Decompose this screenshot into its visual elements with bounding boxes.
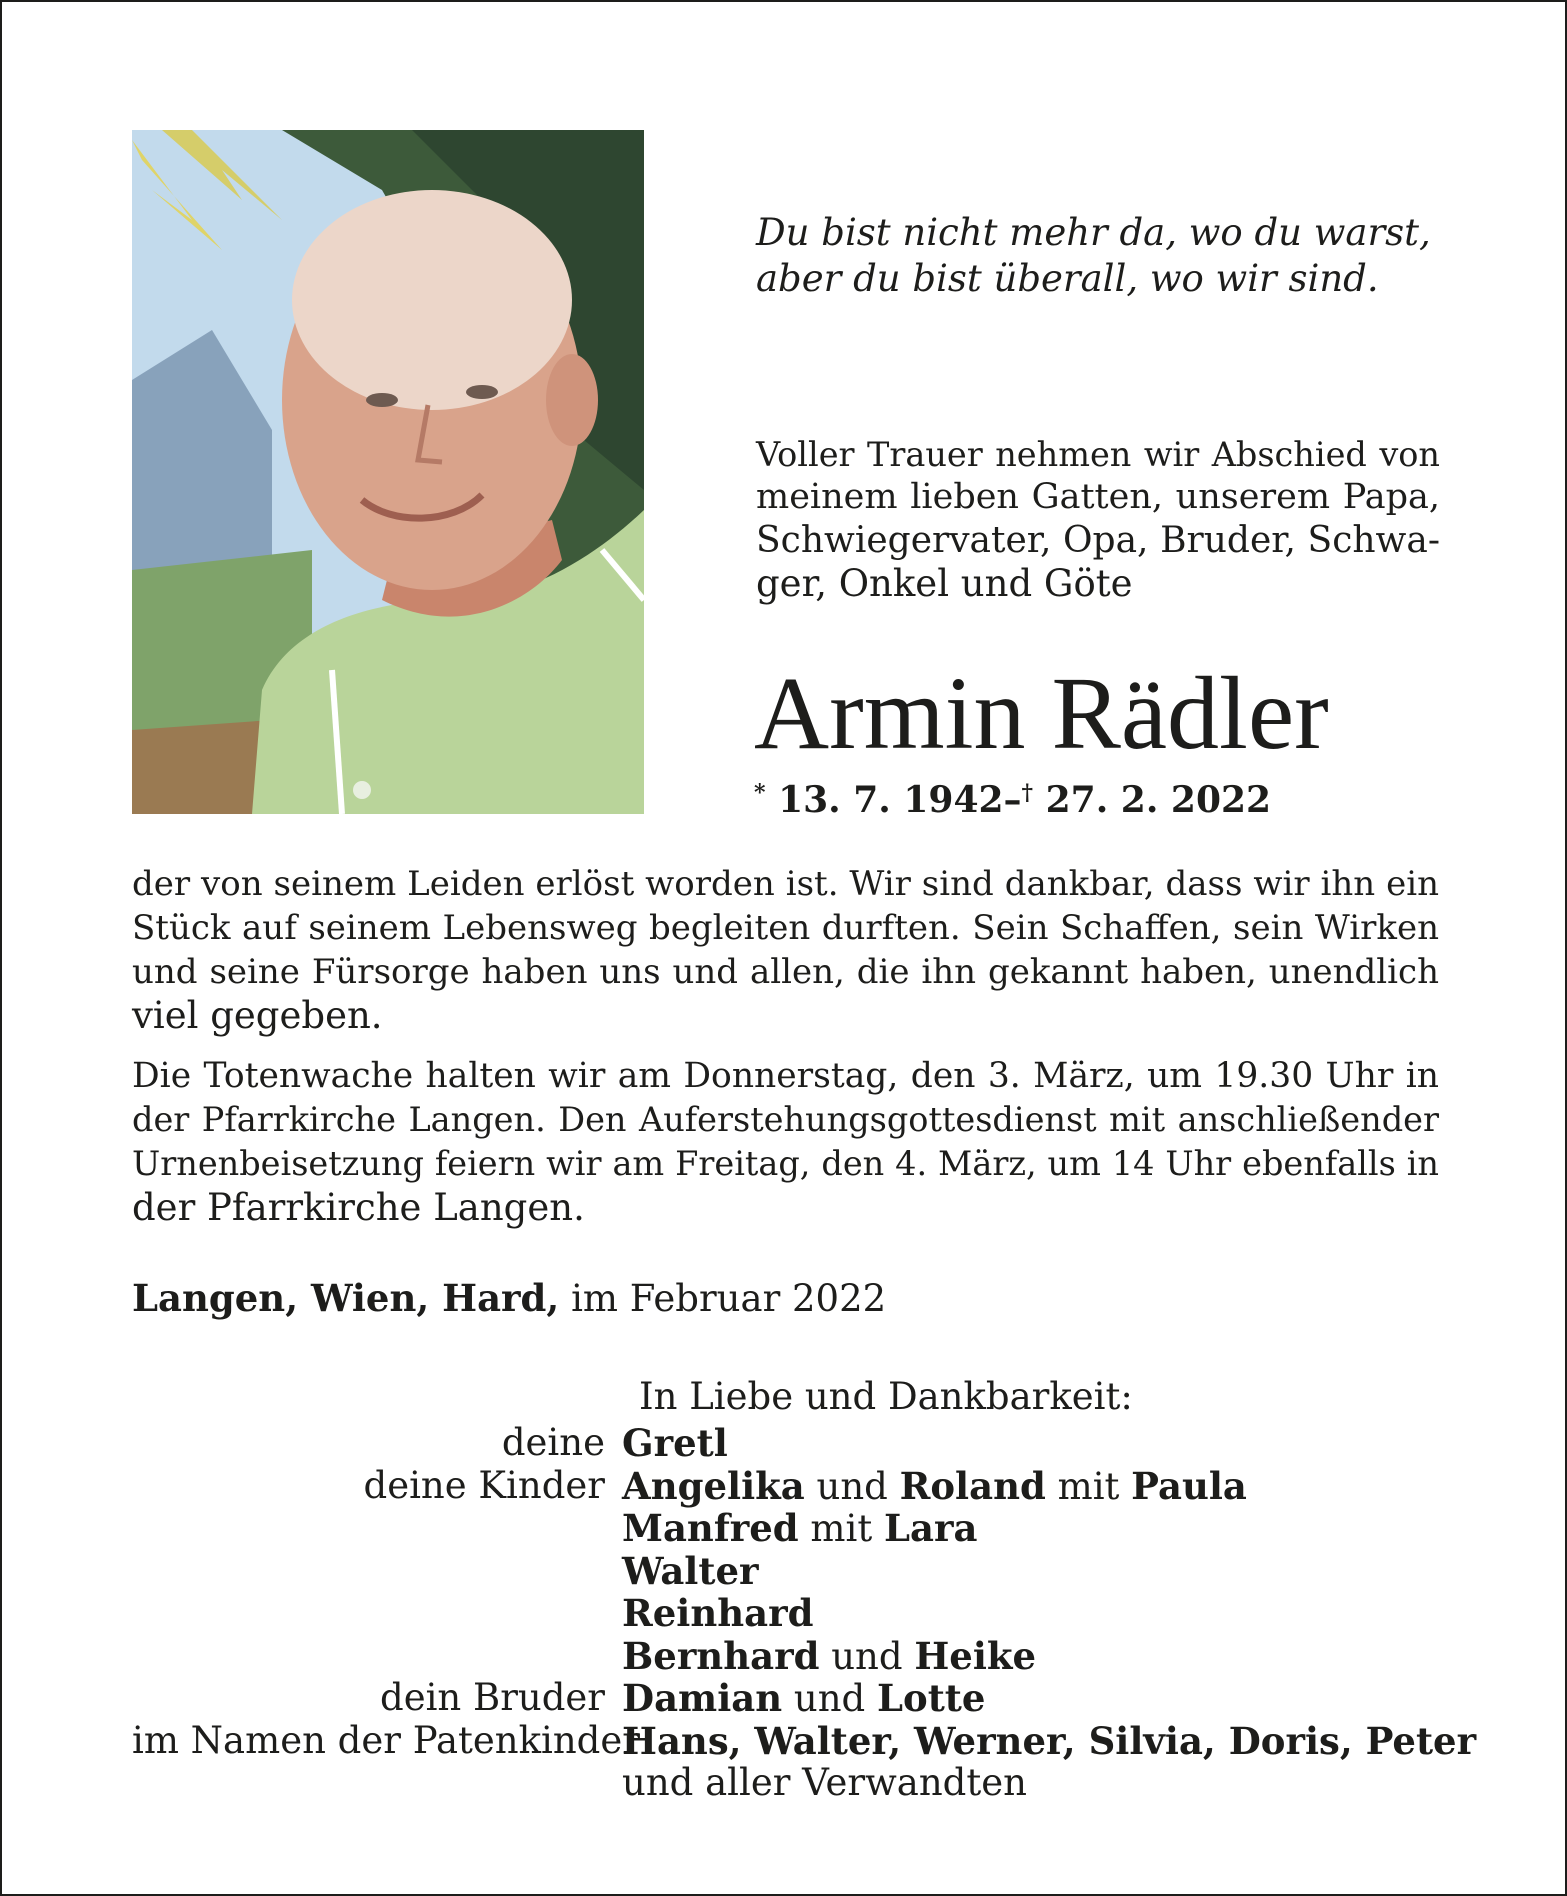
mourner-row — [132, 1550, 1472, 1593]
mourner-name: Lara — [883, 1506, 978, 1550]
date-separator: – — [1003, 779, 1022, 821]
life-dates — [754, 779, 1271, 821]
motto-quote — [756, 210, 1476, 302]
relation-label — [132, 1762, 622, 1805]
relation-label: im Namen der Patenkinder — [132, 1718, 640, 1762]
mourner-name: Hans, Walter, Werner, Silvia, Doris, Peter — [622, 1718, 1477, 1763]
deceased-name: Armin Rädler — [754, 656, 1329, 771]
mourner-names — [622, 1762, 1027, 1805]
mourners-list — [132, 1421, 1477, 1805]
mourner-row — [132, 1718, 1477, 1763]
service-paragraph — [132, 1054, 1439, 1230]
mourner-name: Damian — [622, 1676, 783, 1720]
mourner-row — [132, 1762, 1472, 1805]
mourner-name: Manfred — [622, 1506, 799, 1550]
mourner-names — [622, 1677, 985, 1720]
connector: mit — [798, 1507, 884, 1550]
portrait-illustration — [132, 130, 644, 814]
issue-date: im Februar 2022 — [571, 1277, 887, 1320]
death-date: 27. 2. 2022 — [1045, 779, 1272, 821]
connector: und — [782, 1677, 878, 1720]
mourner-name: Paula — [1131, 1463, 1247, 1508]
mourner-row — [132, 1635, 1472, 1678]
p2-line-2: der Pfarrkirche Langen. Den Auferstehungsgottesdienst mit anschließender — [132, 1100, 1439, 1139]
mourner-name: Heike — [914, 1633, 1037, 1678]
gratitude-paragraph — [132, 862, 1439, 1038]
relation-label: dein Bruder — [380, 1676, 605, 1719]
p2-line-3: Urnenbeisetzung feiern wir am Freitag, den 4. März, um 14 Uhr ebenfalls in — [132, 1144, 1439, 1183]
mourner-names — [622, 1465, 1247, 1508]
mourner-names — [622, 1720, 1476, 1763]
mourner-name: Gretl — [622, 1421, 728, 1465]
places: Langen, Wien, Hard, — [132, 1276, 560, 1320]
relation-label — [132, 1592, 622, 1635]
connector: mit — [1045, 1464, 1132, 1508]
motto-line-2: aber du bist überall, wo wir sind. — [756, 257, 1379, 300]
p1-line-3: und seine Fürsorge haben uns und allen, die ihn gekannt haben, unendlich — [132, 952, 1439, 992]
p2-line-1: Die Totenwache halten wir am Donnerstag, den 3. März, um 19.30 Uhr in — [132, 1056, 1439, 1096]
place-date-line — [132, 1276, 886, 1320]
mourner-name: Walter — [622, 1548, 759, 1593]
signoff: In Liebe und Dankbarkeit: — [639, 1375, 1133, 1418]
closing-relatives: und aller Verwandten — [622, 1761, 1027, 1804]
mourner-row — [132, 1507, 1472, 1550]
intro-text — [756, 433, 1440, 605]
mourner-names — [622, 1592, 814, 1635]
intro-line-2: meinem lieben Gatten, unserem Papa, — [756, 477, 1440, 517]
mourner-names — [622, 1422, 728, 1465]
mourner-name: Bernhard — [622, 1633, 820, 1678]
intro-line-4: ger, Onkel und Göte — [756, 562, 1133, 605]
mourner-row — [132, 1465, 1472, 1508]
birth-date: 13. 7. 1942 — [778, 779, 1004, 821]
p1-line-4: viel gegeben. — [132, 994, 383, 1037]
intro-line-3: Schwiegervater, Opa, Bruder, Schwa- — [756, 520, 1440, 561]
mourner-name: Roland — [899, 1463, 1046, 1508]
relation-label: deine — [501, 1421, 605, 1464]
mourner-name: Lotte — [877, 1676, 986, 1720]
mourner-row — [132, 1592, 1472, 1635]
mourner-names — [622, 1635, 1036, 1678]
p2-line-4: der Pfarrkirche Langen. — [132, 1186, 585, 1229]
mourner-names — [622, 1507, 977, 1550]
portrait-photo — [132, 130, 644, 814]
motto-line-1: Du bist nicht mehr da, wo du warst, — [756, 211, 1431, 254]
connector: und — [804, 1464, 900, 1508]
p1-line-2: Stück auf seinem Lebensweg begleiten durften. Sein Schaffen, sein Wirken — [132, 908, 1439, 948]
relation-label — [132, 1507, 622, 1550]
mourner-name: Reinhard — [622, 1591, 814, 1635]
death-mark: † — [1021, 780, 1034, 806]
birth-mark: * — [754, 780, 766, 806]
mourner-name: Angelika — [622, 1463, 805, 1508]
relation-label — [132, 1550, 622, 1593]
intro-line-1: Voller Trauer nehmen wir Abschied von — [756, 435, 1440, 474]
mourner-names — [622, 1550, 759, 1593]
p1-line-1: der von seinem Leiden erlöst worden ist. Wir sind dankbar, dass wir ihn ein — [132, 864, 1439, 904]
mourner-row — [132, 1677, 1472, 1720]
relation-label: deine Kinder — [363, 1463, 605, 1507]
connector: und — [819, 1634, 915, 1678]
mourner-row — [132, 1422, 1472, 1465]
relation-label — [132, 1635, 622, 1678]
